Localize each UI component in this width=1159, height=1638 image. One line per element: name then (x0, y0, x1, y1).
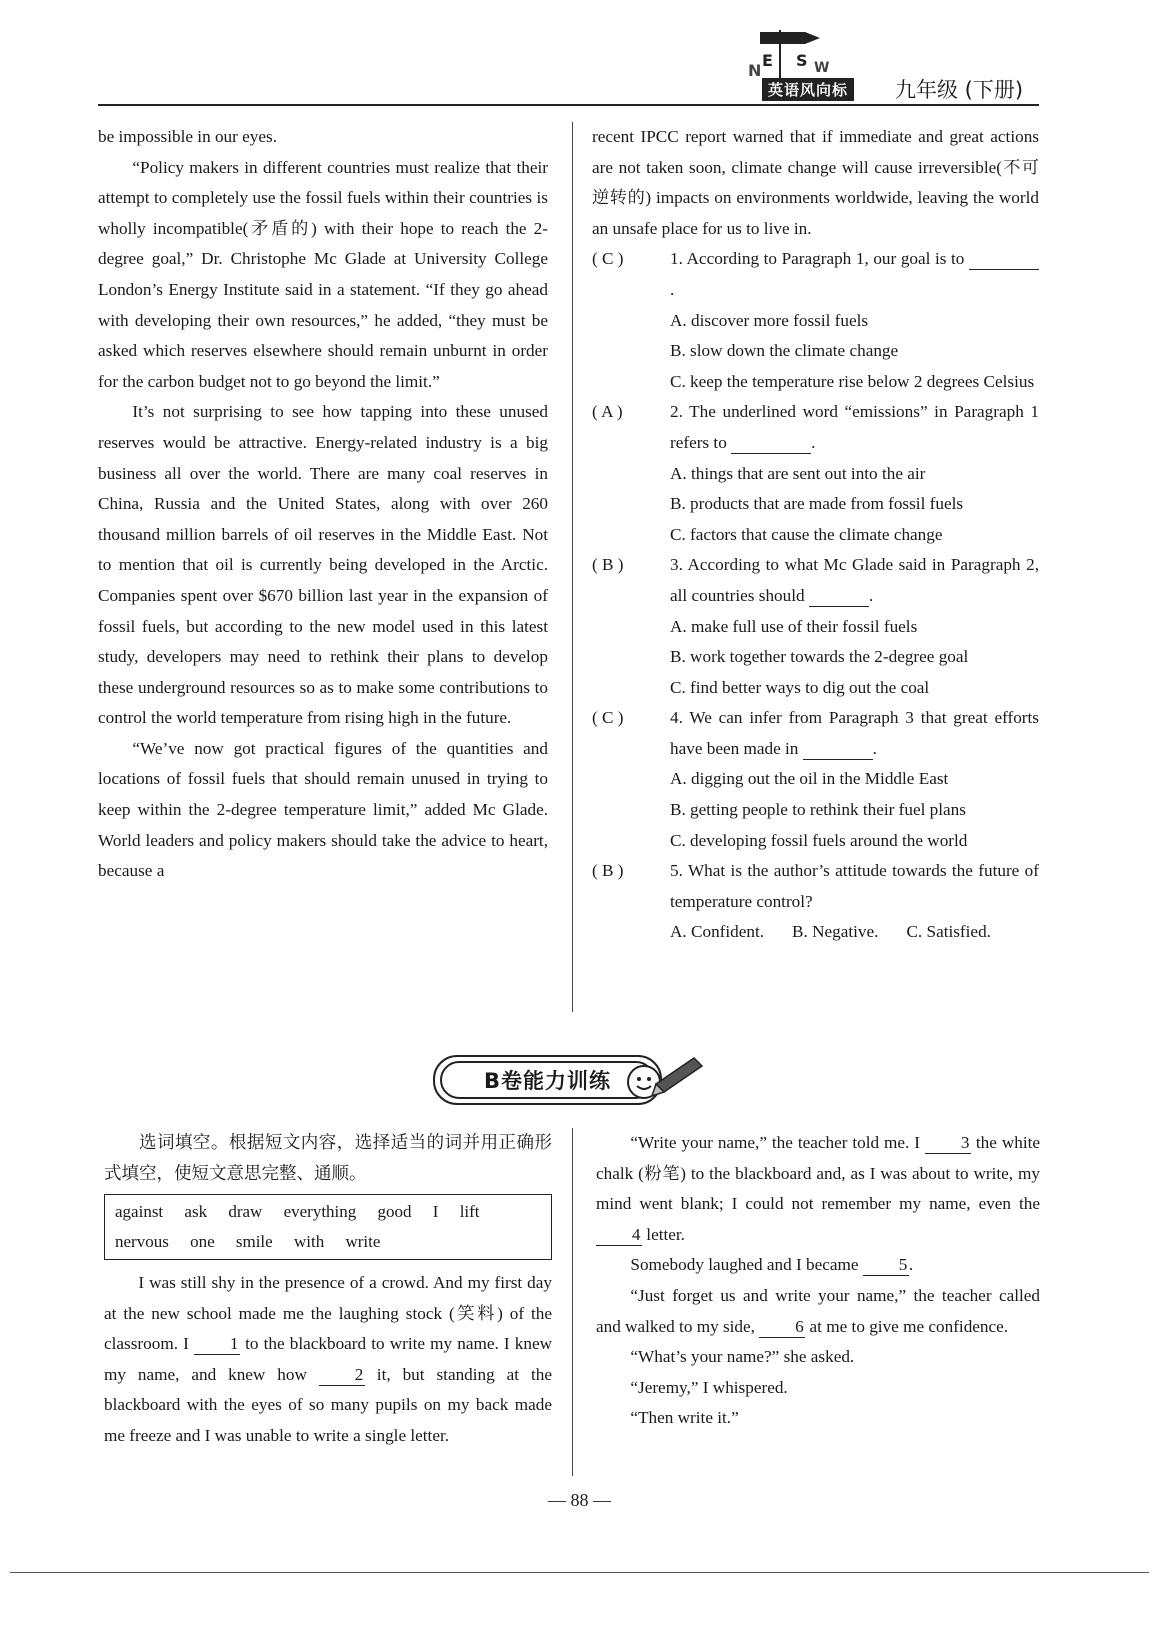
blank-6: 6 (759, 1317, 805, 1338)
options-row (592, 917, 1039, 948)
story-text: “Write your name,” the teacher told me. I (630, 1133, 921, 1152)
option-c: C. keep the temperature rise below 2 degrees Celsius (670, 371, 1035, 391)
story-text: to the blackboard to write my name. I knew my name, and knew how (104, 1334, 553, 1384)
question-tail: . (811, 432, 816, 452)
left-reading-column (98, 122, 548, 887)
logo-letter-e: E (762, 51, 773, 70)
option-a: A. digging out the oil in the Middle East (670, 769, 949, 789)
blank-1: 1 (194, 1334, 240, 1355)
word-bank-item: with (293, 1232, 325, 1251)
story-text: it, but standing at the blackboard with the eyes of so many pupils on my back made me freeze and I was unable to write a single letter. (104, 1364, 553, 1445)
story-text: Somebody laughed and I became (630, 1255, 859, 1275)
logo-letter-s: S (796, 51, 808, 70)
word-bank-item: draw (228, 1202, 263, 1221)
story-text: the white chalk (粉笔) to the blackboard and, as I was about to write, my mind went blank; I could not remember my name, even the (596, 1133, 1041, 1214)
question-tail: . (868, 585, 874, 605)
answer-blank (969, 249, 1039, 270)
option-b: B. Negative. (792, 922, 879, 942)
story-text: . (908, 1255, 914, 1275)
answer-paren: ( C ) (592, 249, 624, 269)
question-stem: 1. According to Paragraph 1, our goal is to (670, 249, 965, 269)
story-paragraph-2 (596, 1128, 1040, 1250)
story-paragraph-1 (104, 1268, 552, 1452)
word-bank-item: write (345, 1232, 381, 1251)
question-2 (592, 397, 1039, 550)
footer-rule (10, 1572, 1149, 1573)
question-3 (592, 550, 1039, 703)
section-b-right-column (596, 1128, 1040, 1434)
question-stem: 4. We can infer from Paragraph 3 that great efforts have been made in (670, 708, 1039, 758)
answer-paren: ( B ) (592, 861, 624, 881)
page-number: — 88 — (548, 1490, 611, 1510)
word-bank-item: against (115, 1202, 164, 1221)
option-b: B. getting people to rethink their fuel plans (670, 800, 966, 820)
story-paragraph-7: “Then write it.” (630, 1408, 739, 1428)
question-stem: 5. What is the author’s attitude towards the future of temperature control? (670, 861, 1039, 911)
option-a: A. things that are sent out into the air (670, 463, 926, 483)
left-paragraph-2: “Policy makers in different countries must realize that their attempt to completely use the fossil fuels within their countries is wholly incompatible(矛盾的) with their hope to reach the 2-degree goal,” Dr. Christophe Mc Glade at University College London’s Energy Institute said in a statement. “If they go ahead with developing their own resources,” he added, “they must be asked which reserves elsewhere should remain unburnt in order for the carbon budget not to go beyond the limit.” (98, 157, 548, 391)
option-c: C. find better ways to dig out the coal (670, 677, 930, 697)
column-divider-bottom (572, 1128, 573, 1476)
column-divider-top (572, 122, 573, 1012)
logo-letter-w: W (814, 60, 830, 76)
grade-label: 九年级 (下册) (895, 78, 1024, 102)
blank-3: 3 (925, 1133, 971, 1154)
section-b-instructions: 选词填空。根据短文内容，选择适当的词并用正确形式填空，使短文意思完整、通顺。 (104, 1133, 552, 1184)
question-4 (592, 703, 1039, 856)
question-tail: . (872, 738, 877, 758)
word-bank-item: one (190, 1232, 215, 1251)
word-bank-item: I (432, 1202, 439, 1221)
option-a: A. make full use of their fossil fuels (670, 616, 918, 636)
answer-paren: ( B ) (592, 555, 624, 575)
blank-4: 4 (596, 1225, 642, 1246)
answer-blank (809, 586, 869, 607)
answer-paren: ( A ) (592, 402, 623, 422)
word-bank-item: lift (459, 1202, 480, 1221)
left-paragraph-4: “We’ve now got practical figures of the quantities and locations of fossil fuels that should remain unused in trying to keep within the 2-degree temperature limit,” added Mc Glade. World leaders and policy makers should take the advice to heart, because a (98, 738, 548, 881)
right-reading-column (592, 122, 1039, 948)
story-text: “Just forget us and write your name,” the teacher called and walked to my side, (596, 1285, 1040, 1336)
section-b-title: B卷能力训练 (440, 1061, 655, 1099)
pencil-icon (622, 1050, 712, 1115)
story-text: I was still shy in the presence of a crowd. And my first day at the new school made me the laughing stock (笑料) of the classroom. I (104, 1273, 552, 1354)
option-c: C. developing fossil fuels around the world (670, 830, 968, 850)
story-paragraph-4 (596, 1281, 1040, 1342)
blank-5: 5 (863, 1255, 909, 1276)
story-text: letter. (646, 1224, 685, 1244)
word-bank-item: nervous (115, 1232, 169, 1251)
word-bank-item: ask (184, 1202, 208, 1221)
answer-paren: ( C ) (592, 708, 624, 728)
question-stem: 2. The underlined word “emissions” in Paragraph 1 refers to (670, 402, 1039, 452)
header-rule (98, 104, 1039, 106)
option-b: B. work together towards the 2-degree goal (670, 647, 969, 667)
option-c: C. Satisfied. (906, 922, 991, 942)
option-a: A. Confident. (670, 922, 765, 942)
story-paragraph-3 (596, 1250, 1040, 1281)
right-intro-paragraph: recent IPCC report warned that if immediate and great actions are not taken soon, climate change will cause irreversible(不可逆转的) impacts on environments worldwide, leaving the world an unsafe place for us to live in. (592, 127, 1039, 238)
question-1 (592, 244, 1039, 397)
option-b: B. slow down the climate change (670, 341, 899, 361)
story-text: at me to give me confidence. (809, 1316, 1009, 1336)
story-paragraph-5: “What’s your name?” she asked. (630, 1347, 855, 1367)
word-bank-item: good (377, 1202, 412, 1221)
word-bank-item: smile (235, 1232, 273, 1251)
story-paragraph-6: “Jeremy,” I whispered. (630, 1377, 788, 1397)
left-paragraph-3: It’s not surprising to see how tapping into these unused reserves would be attractive. Energy-related industry is a big business all over the world. There are many coal reserves in China, Russia and the United States, along with over 260 thousand million barrels of oil reserves in the Middle East. Not to mention that oil is currently being developed in the Arctic. Companies spent over $670 billion last year in the expansion of fossil fuels, but according to the new model used in this latest study, developers may need to rethink their plans to develop these underground resources so as to make some contributions to control the world temperature from rising high in the future. (98, 402, 548, 728)
logo-letter-n: N (748, 61, 762, 80)
option-a: A. discover more fossil fuels (670, 310, 869, 330)
section-b-left-column (104, 1128, 552, 1452)
word-bank-item: everything (283, 1202, 357, 1221)
answer-blank (731, 433, 811, 454)
left-paragraph-1: be impossible in our eyes. (98, 127, 278, 146)
question-stem: 3. According to what Mc Glade said in Paragraph 2, all countries should (670, 555, 1039, 605)
option-b: B. products that are made from fossil fuels (670, 494, 964, 514)
question-5 (592, 856, 1039, 948)
brand-label: 英语风向标 (762, 78, 854, 101)
answer-blank (803, 739, 873, 760)
word-bank-box (104, 1194, 552, 1260)
option-c: C. factors that cause the climate change (670, 524, 943, 544)
blank-2: 2 (319, 1365, 365, 1386)
question-tail: . (670, 279, 675, 299)
